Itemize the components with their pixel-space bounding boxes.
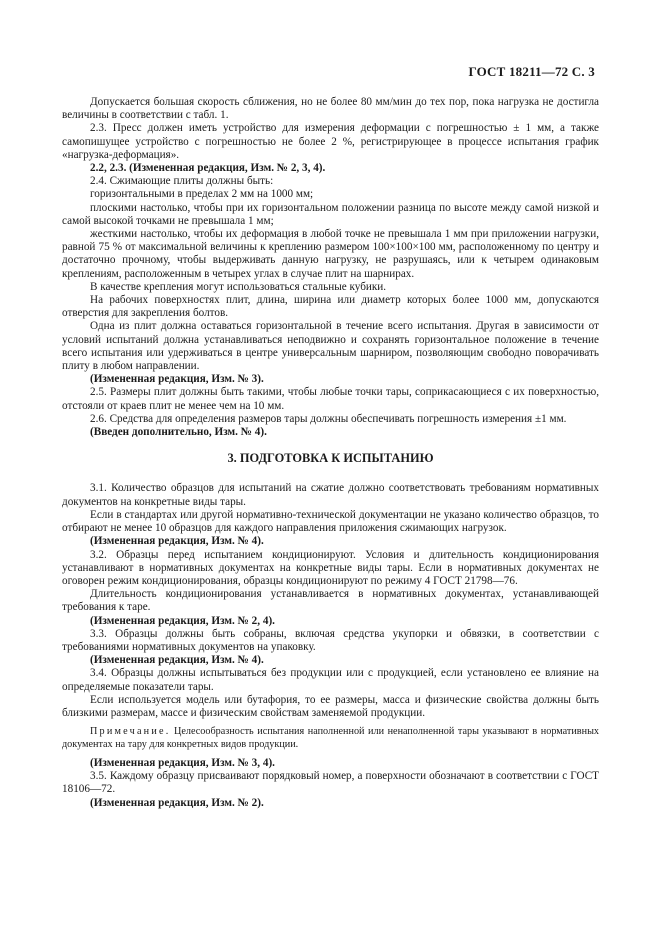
- amendment-note: (Измененная редакция, Изм. № 2).: [90, 796, 264, 809]
- section-heading: 3. ПОДГОТОВКА К ИСПЫТАНИЮ: [227, 451, 434, 466]
- page-header: ГОСТ 18211—72 С. 3: [468, 64, 595, 79]
- paragraph: 2.4. Сжимающие плиты должны быть:: [90, 175, 274, 188]
- document-body: [62, 96, 599, 810]
- amendment-note: (Измененная редакция, Изм. № 4).: [90, 654, 264, 667]
- paragraph: 3.5. Каждому образцу присваивают порядковый номер, а поверхности обозначают в соответствии с ГОСТ 18106—72.: [62, 770, 599, 796]
- paragraph: горизонтальными в пределах 2 мм на 1000 мм;: [90, 188, 314, 201]
- paragraph: Допускается большая скорость сближения, но не более 80 мм/мин до тех пор, пока нагрузка не достигла величины в соответствии с табл. 1.: [62, 96, 599, 122]
- paragraph: На рабочих поверхностях плит, длина, ширина или диаметр которых более 1000 мм, допускаются отверстия для закрепления болтов.: [62, 294, 599, 320]
- paragraph: 3.2. Образцы перед испытанием кондиционируют. Условия и длительность кондиционирования устанавливают в нормативных документах на конкретные виды тары. Если в нормативных документах не оговорен режим кондиционирования, образцы кондиционируют по режиму 4 ГОСТ 21798—76.: [62, 548, 599, 587]
- note-text: Целесообразность испытания наполненной или ненаполненной тары указывают в нормативных документах на тару для конкретных видов продукции.: [62, 726, 600, 750]
- amendment-note: (Измененная редакция, Изм. № 3).: [90, 373, 264, 386]
- paragraph: Длительность кондиционирования устанавливается в нормативных документах, устанавливающей требования к таре.: [62, 588, 599, 614]
- paragraph: Одна из плит должна оставаться горизонтальной в течение всего испытания. Другая в зависимости от условий испытаний должна устанавливаться неподвижно и сохранять горизонтальное положение в течение всего испытания или удерживаться в центре универсальным шарниром, позволяющим свободно поворачивать плиту в любом направлении.: [62, 320, 599, 373]
- note-label: Примечание.: [90, 726, 171, 738]
- note: [62, 726, 599, 751]
- paragraph: 2.5. Размеры плит должны быть такими, чтобы любые точки тары, соприкасающиеся с их поверхностью, отстояли от краев плит не менее чем на 10 мм.: [62, 386, 599, 412]
- paragraph: 2.3. Пресс должен иметь устройство для измерения деформации с погрешностью ± 1 мм, а также самопишущее устройство с погрешностью не более 2 %, регистрирующее в процессе испытания график «нагрузка-деформация».: [62, 122, 599, 161]
- amendment-note: 2.2, 2.3. (Измененная редакция, Изм. № 2, 3, 4).: [90, 162, 326, 175]
- paragraph: В качестве крепления могут использоваться стальные кубики.: [90, 280, 387, 293]
- amendment-note: (Введен дополнительно, Изм. № 4).: [90, 426, 267, 439]
- paragraph: Если используется модель или бутафория, то ее размеры, масса и физические свойства должны быть близкими размерам, массе и физическим свойствам заменяемой продукции.: [62, 693, 599, 719]
- paragraph: плоскими настолько, чтобы при их горизонтальном положении разница по высоте между самой низкой и самой высокой точками не превышала 1 мм;: [62, 201, 599, 227]
- paragraph: 3.1. Количество образцов для испытаний на сжатие должно соответствовать требованиям нормативных документов на конкретные виды тары.: [62, 482, 599, 508]
- paragraph: 2.6. Средства для определения размеров тары должны обеспечивать погрешность измерения ±1 мм.: [90, 412, 567, 425]
- paragraph: Если в стандартах или другой нормативно-технической документации не указано количество образцов, то отбирают не менее 10 образцов для каждого направления приложения сжимающих нагрузок.: [62, 508, 599, 535]
- amendment-note: (Измененная редакция, Изм. № 2, 4).: [90, 614, 275, 627]
- amendment-note: (Измененная редакция, Изм. № 4).: [90, 535, 264, 548]
- paragraph: 3.4. Образцы должны испытываться без продукции или с продукцией, если установлено ее влияние на определяемые показатели тары.: [62, 667, 599, 693]
- paragraph: жесткими настолько, чтобы их деформация в любой точке не превышала 1 мм при приложении нагрузки, равной 75 % от максимальной величины к креплению размером 100×100×100 мм, расположенному по центру и достаточно прочному, чтобы выдерживать данную нагрузку, не разрушаясь, или к четырем одинаковым креплениям, расположенным в четырех углах в случае плит на шарнирах.: [62, 228, 599, 280]
- paragraph: 3.3. Образцы должны быть собраны, включая средства укупорки и обвязки, в соответствии с требованиями нормативных документов на упаковку.: [62, 627, 599, 653]
- amendment-note: (Измененная редакция, Изм. № 3, 4).: [90, 756, 275, 769]
